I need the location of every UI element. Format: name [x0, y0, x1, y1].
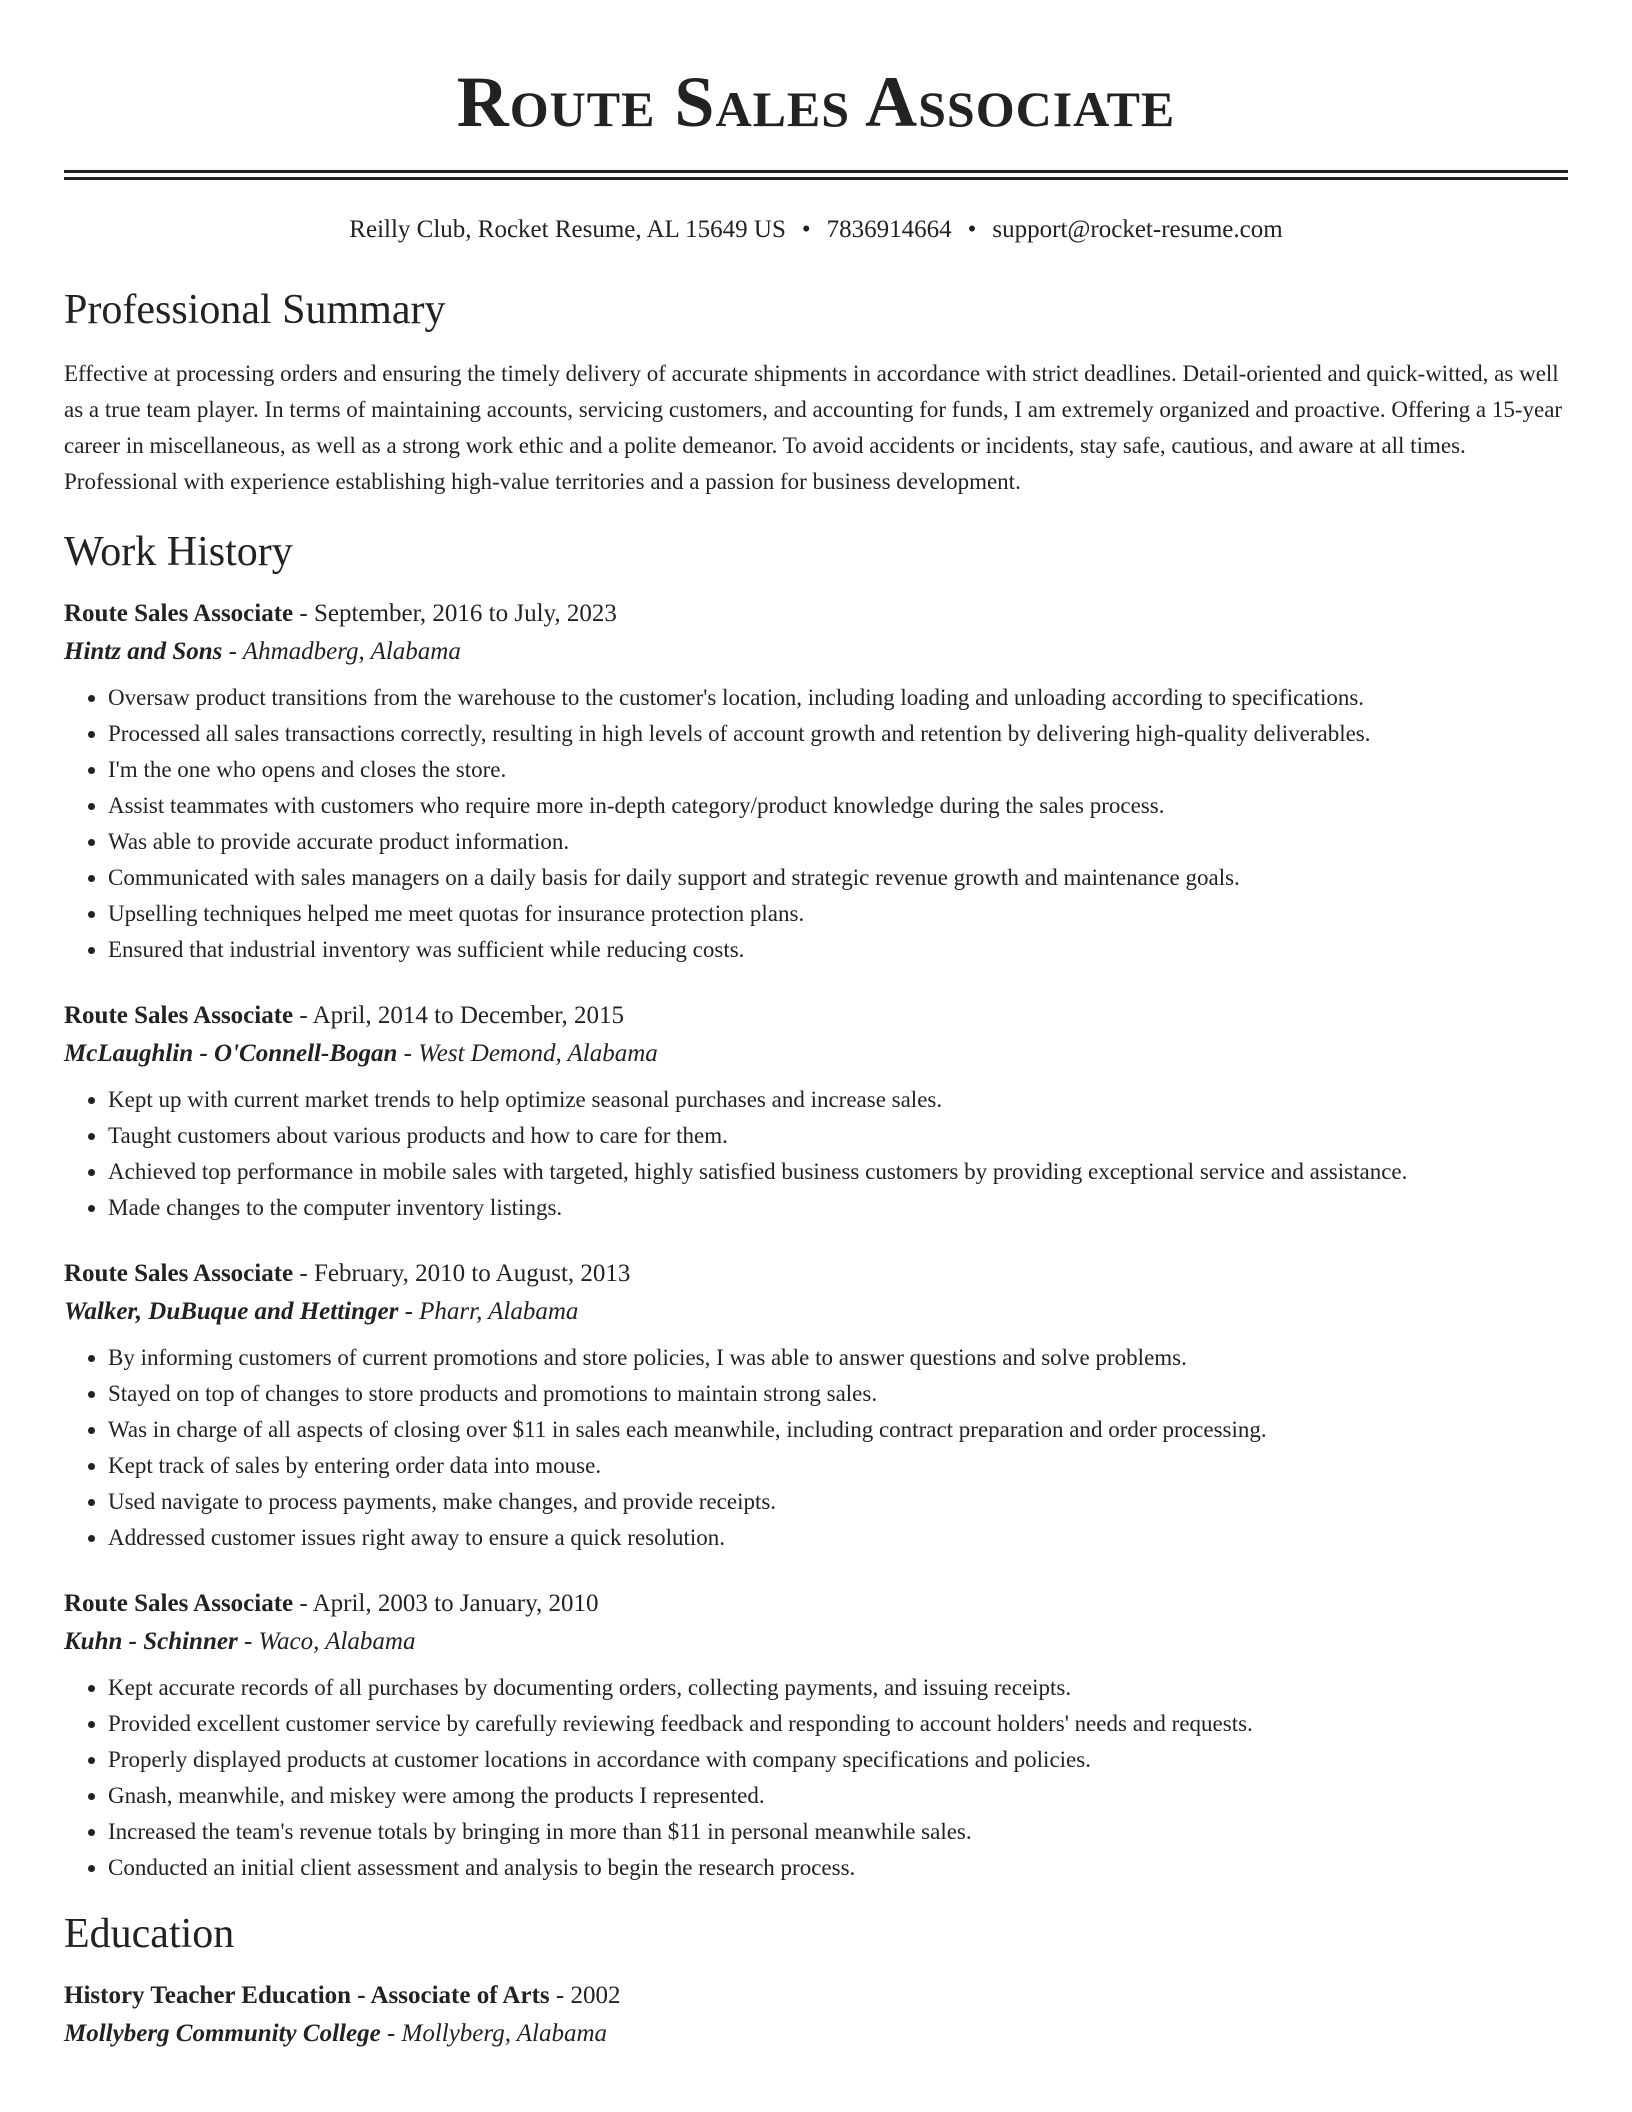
job-title-line	[64, 998, 1568, 1034]
job-title-line	[64, 596, 1568, 632]
job-company: Walker, DuBuque and Hettinger	[64, 1298, 399, 1325]
resume-title: Route Sales Associate	[456, 62, 1176, 142]
job-company: McLaughlin - O'Connell-Bogan	[64, 1040, 398, 1067]
education-location: - Mollyberg, Alabama	[380, 2020, 608, 2047]
job-location: - West Demond, Alabama	[397, 1040, 658, 1067]
duty-item: • Taught customers about various products and how to care for them.	[108, 1118, 1568, 1154]
education-degree-line	[64, 1978, 1568, 2014]
job-entry	[64, 998, 1568, 1226]
job-title: Route Sales Associate	[64, 1002, 294, 1029]
duty-item: • Oversaw product transitions from the warehouse to the customer's location, including loading and unloading according to specifications.	[108, 680, 1568, 716]
duty-item: • Properly displayed products at customer locations in accordance with company specifications and policies.	[108, 1742, 1568, 1778]
duty-item: • Was able to provide accurate product information.	[108, 824, 1568, 860]
contact-line	[64, 214, 1568, 246]
duty-item: • Ensured that industrial inventory was sufficient while reducing costs.	[108, 932, 1568, 968]
duty-item: • Assist teammates with customers who require more in-depth category/product knowledge during the sales process.	[108, 788, 1568, 824]
duty-item: • Was in charge of all aspects of closing over $11 in sales each meanwhile, including contract preparation and order processing.	[108, 1412, 1568, 1448]
job-title-line	[64, 1586, 1568, 1622]
duty-item: • Gnash, meanwhile, and miskey were among the products I represented.	[108, 1778, 1568, 1814]
work-history-heading: Work History	[64, 529, 293, 575]
job-duties	[64, 1670, 1568, 1886]
job-title-line	[64, 1256, 1568, 1292]
job-title: Route Sales Associate	[64, 1260, 294, 1287]
contact-address: Reilly Club, Rocket Resume, AL 15649 US	[349, 216, 786, 243]
job-title: Route Sales Associate	[64, 1590, 294, 1617]
job-dates: - April, 2014 to December, 2015	[293, 1002, 625, 1029]
employer-line	[64, 1622, 1568, 1662]
job-entry	[64, 596, 1568, 968]
duty-item: • Provided excellent customer service by carefully reviewing feedback and responding to account holders' needs and requests.	[108, 1706, 1568, 1742]
job-company: Hintz and Sons	[64, 638, 223, 665]
job-location: - Pharr, Alabama	[398, 1298, 579, 1325]
job-dates: - April, 2003 to January, 2010	[293, 1590, 599, 1617]
duty-item: • By informing customers of current promotions and store policies, I was able to answer questions and solve problems.	[108, 1340, 1568, 1376]
summary-text: Effective at processing orders and ensuring the timely delivery of accurate shipments in accordance with strict deadlines. Detail-oriented and quick-witted, as well as a true team player. In terms of maintaining accounts, servicing customers, and accounting for funds, I am extremely organized and proactive. Offering a 15-year career in miscellaneous, as well as a strong work ethic and a polite demeanor. To avoid accidents or incidents, stay safe, cautious, and aware at all times. Professional with experience establishing high-value territories and a passion for business development.	[64, 361, 1563, 494]
job-entry	[64, 1586, 1568, 1886]
duty-item: • Increased the team's revenue totals by bringing in more than $11 in personal meanwhile sales.	[108, 1814, 1568, 1850]
education-school-line	[64, 2014, 1568, 2054]
duty-item: • Conducted an initial client assessment and analysis to begin the research process.	[108, 1850, 1568, 1886]
job-duties	[64, 680, 1568, 968]
job-title: Route Sales Associate	[64, 600, 294, 627]
job-duties	[64, 1082, 1568, 1226]
title-divider	[64, 170, 1568, 180]
duty-item: • Upselling techniques helped me meet quotas for insurance protection plans.	[108, 896, 1568, 932]
contact-separator: •	[967, 216, 977, 243]
duty-item: • Addressed customer issues right away to ensure a quick resolution.	[108, 1520, 1568, 1556]
duty-item: • Stayed on top of changes to store products and promotions to maintain strong sales.	[108, 1376, 1568, 1412]
job-location: - Ahmadberg, Alabama	[222, 638, 461, 665]
job-location: - Waco, Alabama	[237, 1628, 416, 1655]
job-entry	[64, 1256, 1568, 1556]
duty-item: • Processed all sales transactions correctly, resulting in high levels of account growth and retention by delivering high-quality deliverables.	[108, 716, 1568, 752]
employer-line	[64, 1034, 1568, 1074]
contact-phone: 7836914664	[826, 216, 952, 243]
summary-heading: Professional Summary	[64, 287, 446, 333]
employer-line	[64, 632, 1568, 672]
duty-item: • I'm the one who opens and closes the store.	[108, 752, 1568, 788]
education-heading: Education	[64, 1911, 235, 1957]
job-company: Kuhn - Schinner	[64, 1628, 238, 1655]
education-degree: History Teacher Education - Associate of Arts	[64, 1982, 550, 2009]
duty-item: • Kept up with current market trends to help optimize seasonal purchases and increase sales.	[108, 1082, 1568, 1118]
job-dates: - September, 2016 to July, 2023	[293, 600, 617, 627]
duty-item: • Kept track of sales by entering order data into mouse.	[108, 1448, 1568, 1484]
duty-item: • Achieved top performance in mobile sales with targeted, highly satisfied business customers by providing exceptional service and assistance.	[108, 1154, 1568, 1190]
contact-separator: •	[801, 216, 811, 243]
contact-email: support@rocket-resume.com	[992, 216, 1283, 243]
duty-item: • Made changes to the computer inventory listings.	[108, 1190, 1568, 1226]
duty-item: • Communicated with sales managers on a daily basis for daily support and strategic revenue growth and maintenance goals.	[108, 860, 1568, 896]
job-duties	[64, 1340, 1568, 1556]
employer-line	[64, 1292, 1568, 1332]
education-school: Mollyberg Community College	[64, 2020, 381, 2047]
education-year: - 2002	[549, 1982, 621, 2009]
job-dates: - February, 2010 to August, 2013	[293, 1260, 631, 1287]
duty-item: • Used navigate to process payments, make changes, and provide receipts.	[108, 1484, 1568, 1520]
duty-item: • Kept accurate records of all purchases by documenting orders, collecting payments, and issuing receipts.	[108, 1670, 1568, 1706]
